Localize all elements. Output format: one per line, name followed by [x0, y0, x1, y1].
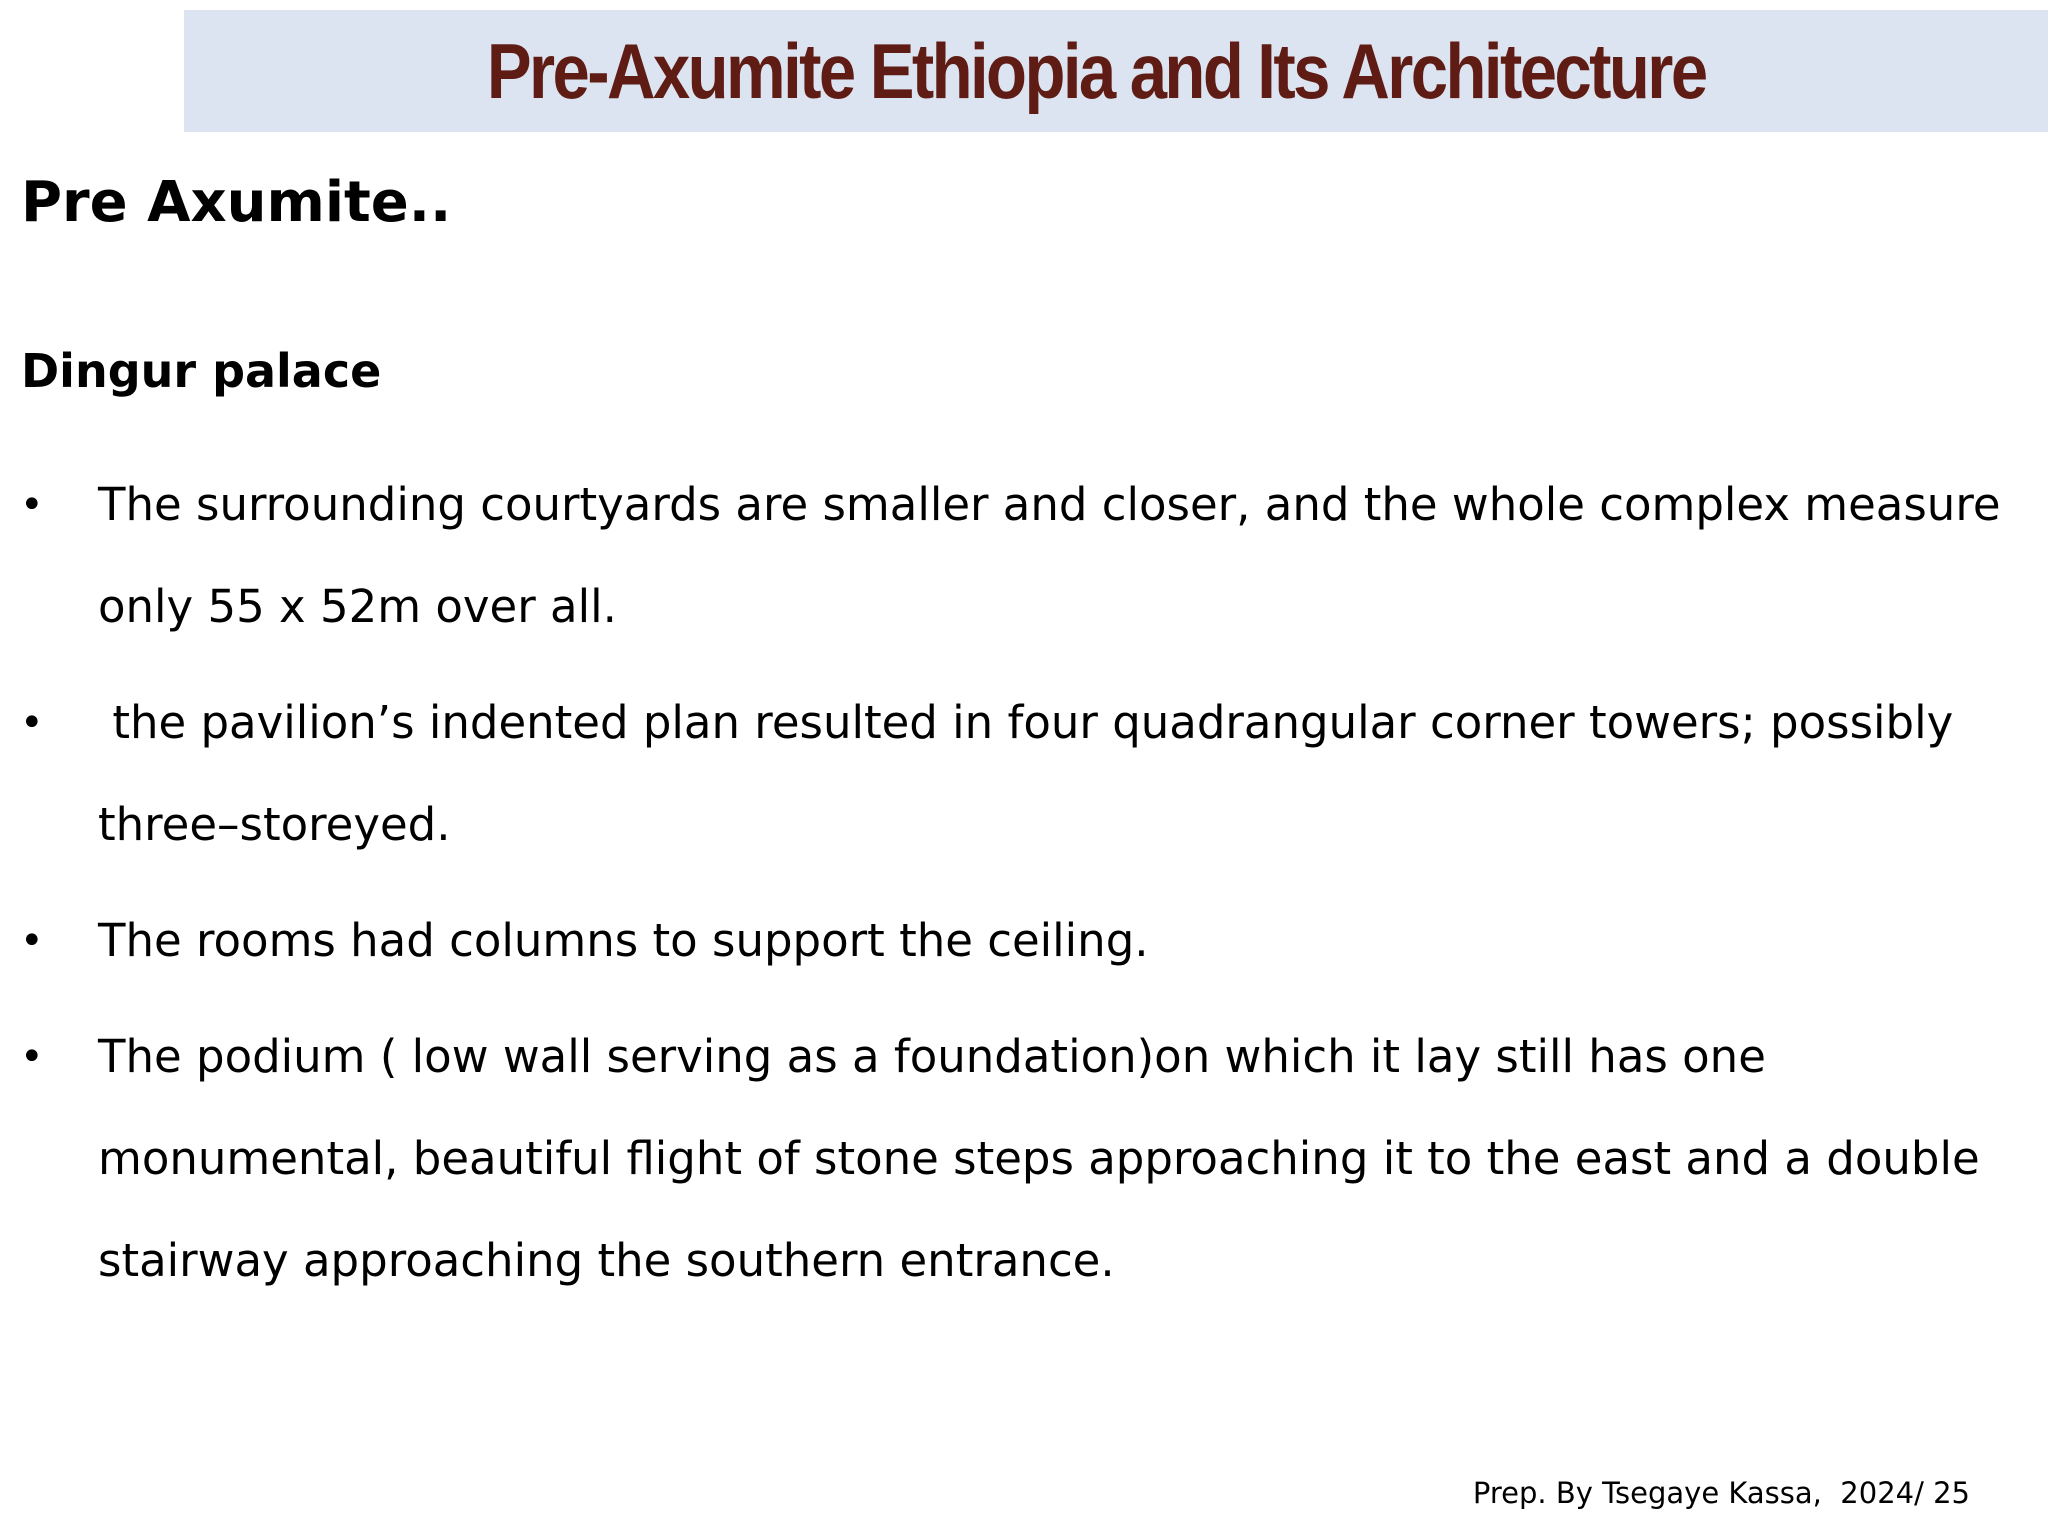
bullet-dot-icon: • [20, 482, 44, 528]
bullet-text: The podium ( low wall serving as a foundation)on which it lay still has one monumental, beautiful flight of stone steps approaching it to the east and a double stairway approaching the southern entrance. [98, 1030, 1980, 1287]
section-heading: Pre Axumite.. [21, 170, 452, 235]
bullet-item [0, 672, 2048, 876]
bullet-item [0, 454, 2048, 658]
slide-title: Pre-Axumite Ethiopia and Its Architecture [486, 26, 1706, 115]
bullet-dot-icon: • [20, 918, 44, 964]
bullet-text: The rooms had columns to support the ceiling. [98, 914, 1149, 967]
subsection-heading: Dingur palace [21, 344, 382, 398]
bullet-text: The surrounding courtyards are smaller and closer, and the whole complex measure only 55 x 52m over all. [98, 478, 2001, 633]
bullet-text: the pavilion’s indented plan resulted in four quadrangular corner towers; possibly three–storeyed. [98, 696, 1968, 851]
footer-credit: Prep. By Tsegaye Kassa, 2024/ 25 [1472, 1476, 1970, 1510]
bullet-dot-icon: • [20, 1034, 44, 1080]
bullet-item [0, 890, 2048, 992]
bullet-dot-icon: • [20, 700, 44, 746]
bullet-item [0, 1006, 2048, 1312]
bullet-list [0, 454, 2048, 1326]
